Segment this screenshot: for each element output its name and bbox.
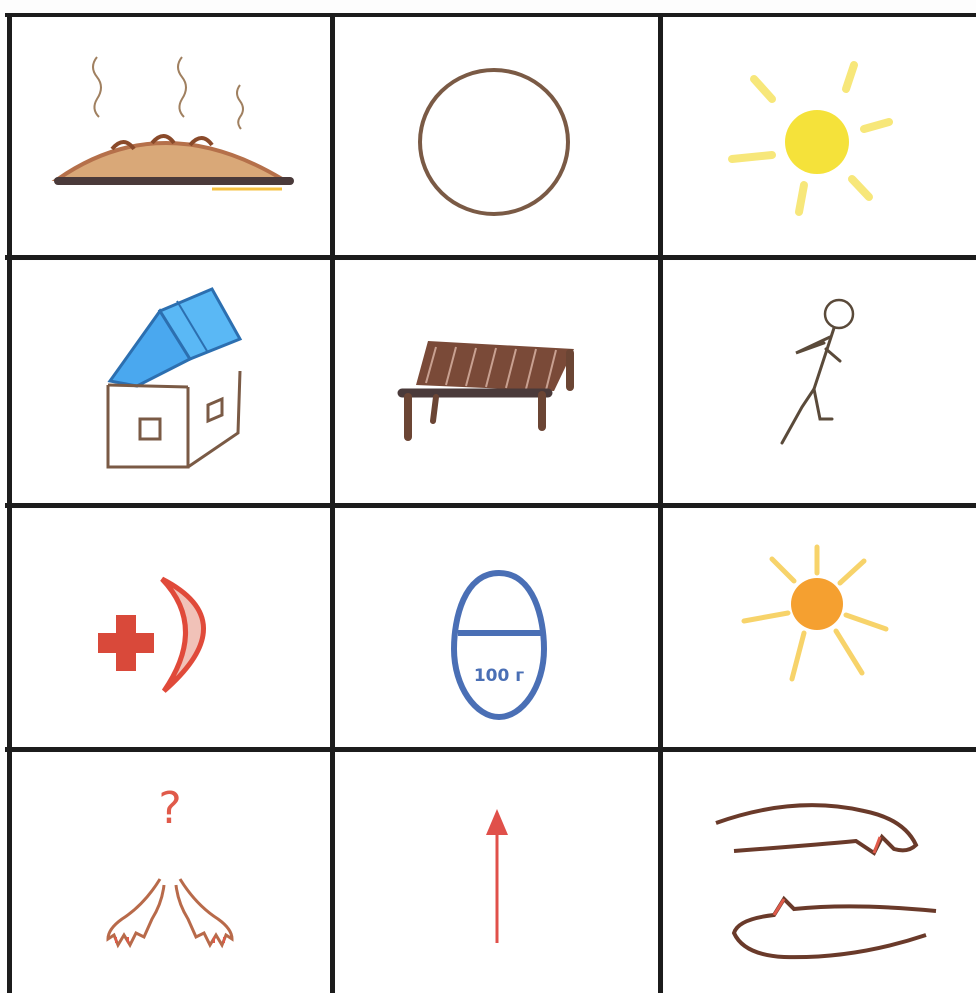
circle-icon [336,17,658,255]
running-person-icon [664,261,976,503]
grid-line-row2 [5,503,976,508]
table-icon [336,261,658,503]
question-mark: ? [158,783,182,834]
cell-hot-bread [12,17,330,255]
grid-line-col2 [658,13,663,993]
cell-house [12,261,330,503]
grid-line-row1 [5,255,976,260]
cell-sun-yellow [664,17,976,255]
cell-egg [336,509,658,747]
red-cross-crescent-icon [12,509,330,747]
cell-shaking-hands [664,753,976,993]
grid-line-row3 [5,747,976,752]
house-solar-roof-icon [12,261,330,503]
cell-circle [336,17,658,255]
cell-hands-question [12,753,330,993]
cell-red-cross-crescent [12,509,330,747]
grid-line-left [7,13,12,993]
grid-line-top [5,13,976,17]
cell-arrow-up [336,753,658,993]
egg-icon [336,509,658,747]
sun-yellow-icon [664,17,976,255]
hands-question-icon [12,753,330,993]
cell-running-person [664,261,976,503]
egg-label: 100 г [473,666,525,686]
hot-bread-icon [12,17,330,255]
cell-sun-orange [664,509,976,747]
grid-line-col1 [330,13,335,993]
cell-table [336,261,658,503]
sun-orange-icon [664,509,976,747]
arrow-up-icon [336,753,658,993]
shaking-hands-icon [664,753,976,993]
